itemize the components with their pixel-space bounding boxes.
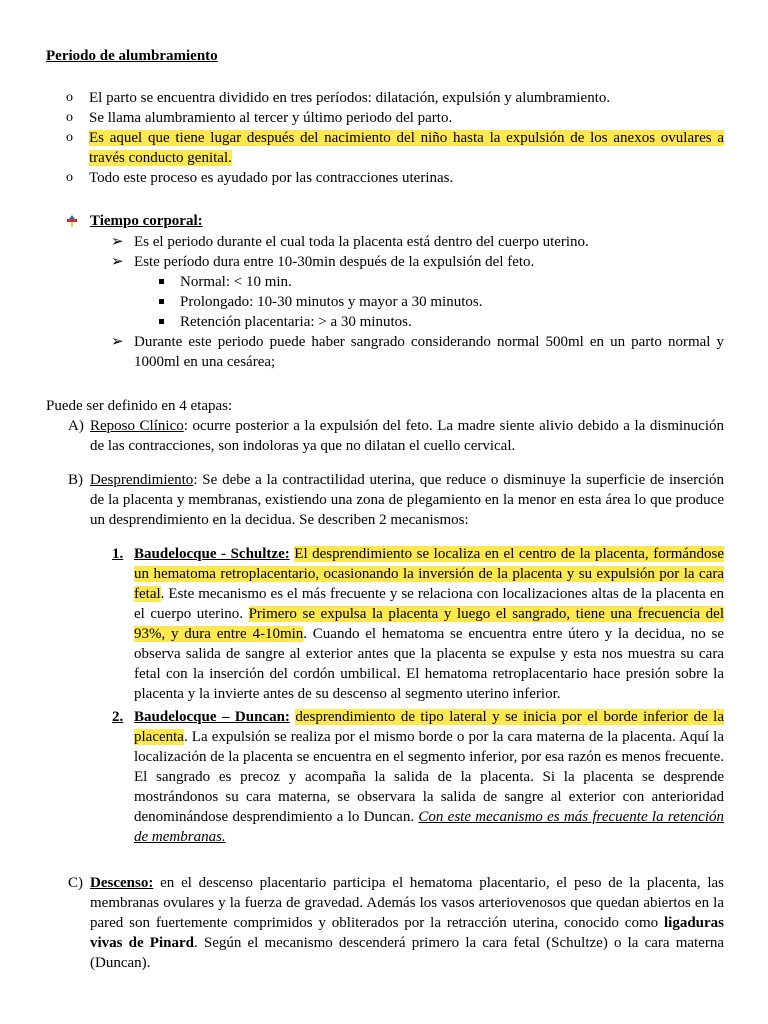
section-text: en el descenso placentario participa el hematoma placentario, el peso de la placenta, las membranas ovulares y la fuerza de gravedad. Además los vasos arteriovenosos que quedan abiertos en la pared son fuertemente comprimidos y obliterados por la retracción uterina, conocido como — [90, 875, 724, 931]
list-item — [0, 108, 768, 128]
arrow-bullet-icon: ➢ — [111, 254, 124, 270]
highlighted-text: desprendimiento de tipo lateral y se inicia por el borde inferior de la placenta — [134, 709, 725, 745]
square-bullet-icon — [159, 319, 164, 324]
mechanism-text: . Este mecanismo es el más frecuente y se relaciona con localizaciones altas de la placenta en el cuerpo uterino. — [134, 586, 724, 622]
section-a — [0, 416, 768, 456]
sub-item-text: Normal: < 10 min. — [180, 274, 292, 290]
section-term: Reposo Clínico — [90, 418, 184, 434]
list-item — [0, 332, 768, 372]
sub-item-text: Prolongado: 10-30 minutos y mayor a 30 minutos. — [180, 294, 483, 310]
section-letter: C) — [68, 875, 83, 891]
list-item-text: Durante este periodo puede haber sangrado considerando normal 500ml en un parto normal y 1000ml en una cesárea; — [134, 334, 724, 370]
section-body — [0, 416, 768, 456]
highlighted-text: Primero se expulsa la placenta y luego el sangrado, tiene una frecuencia del 93%, y dura entre 4-10min — [134, 606, 725, 642]
section-body — [0, 470, 768, 530]
bullet-circle-icon: o — [66, 110, 73, 125]
sub-list-item — [0, 292, 768, 312]
list-item — [0, 88, 768, 108]
bullet-circle-icon: o — [66, 130, 73, 145]
bullet-circle-icon: o — [66, 170, 73, 185]
list-item — [0, 128, 768, 168]
bullet-text: El parto se encuentra dividido en tres períodos: dilatación, expulsión y alumbramiento. — [89, 90, 611, 106]
mechanism-schultze — [0, 544, 768, 704]
section-text: . Según el mecanismo descenderá primero la cara fetal (Schultze) o la cara materna (Duncan). — [90, 935, 724, 971]
mechanism-name: Baudelocque - Schultze: — [134, 546, 290, 562]
intro-bullet-list — [0, 88, 768, 188]
list-item — [0, 168, 768, 188]
section-text: : ocurre posterior a la expulsión del feto. La madre siente alivio debido a la disminución de las contracciones, son indoloras ya que no dilatan el cuello cervical. — [90, 418, 725, 454]
sub-item-text: Retención placentaria: > a 30 minutos. — [180, 314, 412, 330]
tiempo-list — [0, 232, 768, 372]
mechanism-name: Baudelocque – Duncan: — [134, 709, 290, 725]
bullet-text: Todo este proceso es ayudado por las contracciones uterinas. — [89, 170, 454, 186]
section-term: Descenso: — [90, 875, 154, 891]
list-item — [0, 252, 768, 272]
mechanism-body — [0, 707, 768, 847]
page-title: Periodo de alumbramiento — [46, 48, 218, 64]
mechanism-number: 2. — [112, 709, 124, 725]
section-b — [0, 470, 768, 530]
mechanism-body — [0, 544, 768, 704]
section-text: : Se debe a la contractilidad uterina, que reduce o disminuye la superficie de inserción de la placenta y membranas, existiendo una zona de plegamiento en la menor en esta área lo que produce un desprendimiento en la decidua. Se describen 2 mecanismos: — [90, 472, 724, 528]
mechanism-duncan — [0, 707, 768, 847]
list-item-text: Es el periodo durante el cual toda la placenta está dentro del cuerpo uterino. — [134, 234, 589, 250]
arrow-bullet-icon: ➢ — [111, 334, 124, 350]
emphasis-text: Con este mecanismo es más frecuente la retención de membranas. — [134, 809, 724, 845]
mechanism-number: 1. — [112, 546, 124, 562]
highlighted-text: El desprendimiento se localiza en el centro de la placenta, formándose un hematoma retroplacentario, ocasionando la inversión de la placenta y su expulsión por la cara fetal — [134, 546, 725, 602]
section-letter: B) — [68, 472, 83, 488]
sub-list-item — [0, 272, 768, 292]
highlighted-text: Es aquel que tiene lugar después del nacimiento del niño hasta la expulsión de los anexos ovulares a través conducto genital. — [89, 130, 724, 166]
section-body — [0, 873, 768, 973]
section-term: Desprendimiento — [90, 472, 194, 488]
pushpin-icon — [66, 215, 78, 227]
square-bullet-icon — [159, 279, 164, 284]
stages-intro: Puede ser definido en 4 etapas: — [46, 398, 233, 414]
mechanism-text: . Cuando el hematoma se encuentra entre útero y la decidua, no se observa salida de sangre al exterior antes que la placenta se expulse y esta nos muestra su cara fetal con la inserción del cordón umbilical. El hematoma retroplacentario hace presión sobre la placenta y la invierte antes de su descenso al segmento uterino inferior. — [134, 626, 724, 702]
section-heading: Tiempo corporal: — [90, 213, 203, 229]
arrow-bullet-icon: ➢ — [111, 234, 124, 250]
bold-term: ligaduras vivas de Pinard — [90, 915, 724, 951]
bullet-circle-icon: o — [66, 90, 73, 105]
list-item — [0, 232, 768, 252]
list-item-text: Este período dura entre 10-30min después de la expulsión del feto. — [134, 254, 535, 270]
section-c — [0, 873, 768, 973]
bullet-text: Se llama alumbramiento al tercer y último periodo del parto. — [89, 110, 453, 126]
mechanism-text: . La expulsión se realiza por el mismo borde o por la cara materna de la placenta. Aquí la localización de la placenta se encuentra en el segmento inferior, por esa razón es menos frecuente. El sangrado es precoz y acompaña la salida de la placenta. Si la placenta se desprende mostrándonos su cara materna, se observara la salida de sangre al exterior con anterioridad denominándose desprendimiento a lo Duncan. — [134, 729, 724, 825]
square-bullet-icon — [159, 299, 164, 304]
section-letter: A) — [68, 418, 84, 434]
sub-list-item — [0, 312, 768, 332]
